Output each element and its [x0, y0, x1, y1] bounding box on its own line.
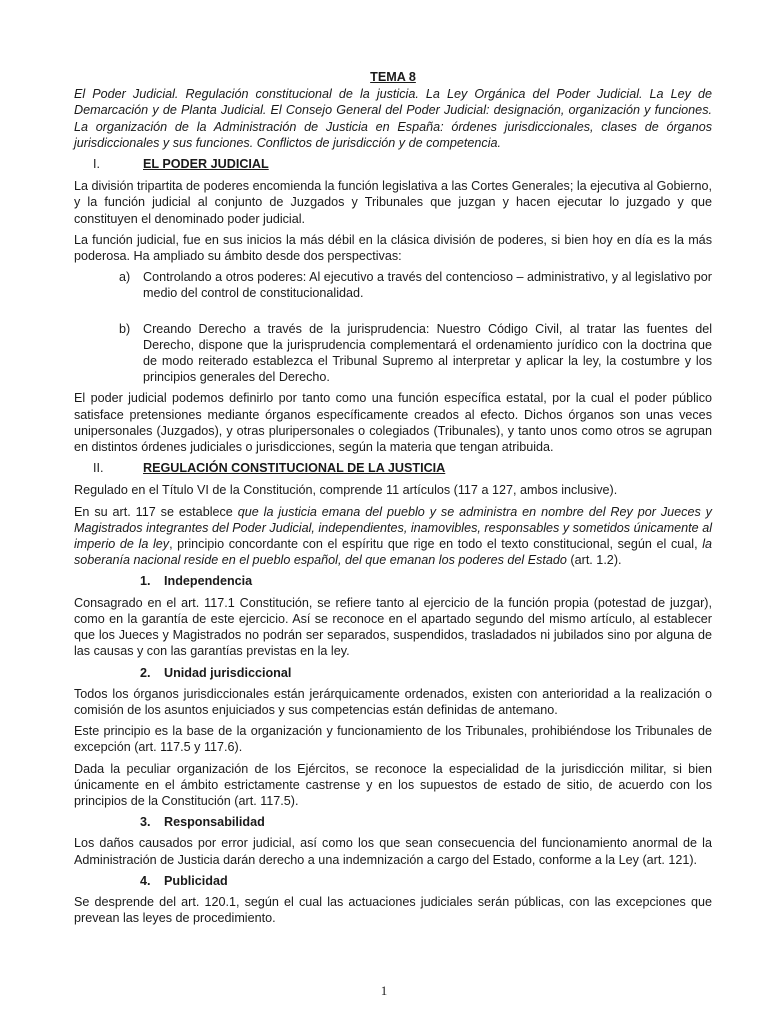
- paragraph: Consagrado en el art. 117.1 Constitución, se refiere tanto al ejercicio de la función propia (potestad de juzgar), como en la garantía de este ejercicio. Así se reconoce en el apartado segundo del mismo artículo, al establecer que los Jueces y Magistrados no podrán ser separados, suspendidos, trasladados ni jubilados sino por alguna de las causas y con las garantías previstas en la ley.: [74, 595, 712, 659]
- section-number: I.: [93, 157, 100, 172]
- text-run: (art. 1.2).: [566, 553, 622, 568]
- document-page: [74, 69, 712, 931]
- section-heading-2: [74, 460, 712, 476]
- subsection-title: Unidad jurisdiccional: [164, 665, 292, 680]
- paragraph: El poder judicial podemos definirlo por tanto como una función específica estatal, por la cual el poder público satisface pretensiones mediante órganos específicamente creados al efecto. Dichos órganos son unas veces unipersonales (Juzgados), y otras pluripersonales o colegiados (Tribunales), y tanto unos como otros se agrupan en distintos órdenes judiciales o jurisdicciones, según la materia que tengan atribuida.: [74, 391, 712, 455]
- paragraph: Este principio es la base de la organización y funcionamiento de los Tribunales, prohibiéndose los Tribunales de excepción (art. 117.5 y 117.6).: [74, 724, 712, 755]
- paragraph: Dada la peculiar organización de los Ejércitos, se reconoce la especialidad de la jurisdicción militar, si bien únicamente en el ámbito estrictamente castrense y en los supuestos de estado de sitio, de acuerdo con los principios de la Constitución (art. 117.5).: [74, 761, 712, 808]
- subsection-title: Publicidad: [164, 873, 228, 888]
- subsection-number: 3.: [140, 815, 151, 830]
- page-number: 1: [380, 983, 388, 998]
- list-item-text: Creando Derecho a través de la jurisprudencia: Nuestro Código Civil, al tratar las fuentes del Derecho, dispone que la jurisprudencia complementará el ordenamiento jurídico con la doctrina que de modo reiterado establezca el Tribunal Supremo al interpretar y aplicar la ley, la costumbre y los principios generales del Derecho.: [143, 321, 712, 385]
- list-item: [74, 321, 712, 386]
- subsection-number: 2.: [140, 665, 151, 680]
- paragraph: La función judicial, fue en sus inicios la más débil en la clásica división de poderes, si bien hoy en día es la más poderosa. Ha ampliado su ámbito desde dos perspectivas:: [74, 232, 712, 264]
- text-run: , principio concordante con el espíritu que rige en todo el texto constitucional, según el cual,: [169, 537, 703, 552]
- paragraph: Los daños causados por error judicial, así como los que sean consecuencia del funcionamiento anormal de la Administración de Justicia darán derecho a una indemnización a cargo del Estado, conforme a la Ley (art. 121).: [74, 836, 712, 867]
- subsection-number: 1.: [140, 574, 151, 589]
- list-item-text: Controlando a otros poderes: Al ejecutivo a través del contencioso – administrativo, y al legislativo por medio del control de constitucionalidad.: [143, 270, 712, 301]
- quote-italic: la soberanía nacional reside en el pueblo español, del que emanan los poderes del Estado: [74, 537, 713, 568]
- subsection-heading: [74, 814, 712, 830]
- section-heading-1: [74, 156, 712, 172]
- paragraph: Todos los órganos jurisdiccionales están jerárquicamente ordenados, existen con anterioridad a la realización o comisión de los asuntos enjuiciados y sus competencias están definidas de antemano.: [74, 686, 712, 717]
- page-title: TEMA 8: [370, 70, 416, 84]
- subsection-heading: [74, 665, 712, 681]
- paragraph: Regulado en el Título VI de la Constitución, comprende 11 artículos (117 a 127, ambos inclusive).: [74, 483, 618, 498]
- paragraph-art-117: [74, 504, 712, 569]
- section-title: EL PODER JUDICIAL: [143, 157, 269, 172]
- list-item-label: a): [119, 270, 131, 285]
- subsection-title: Independencia: [164, 574, 253, 589]
- section-title: REGULACIÓN CONSTITUCIONAL DE LA JUSTICIA: [143, 461, 446, 476]
- list-item-label: b): [119, 321, 131, 336]
- subsection-heading: [74, 873, 712, 889]
- text-run: En su art. 117 se establece: [74, 504, 238, 519]
- paragraph: Se desprende del art. 120.1, según el cual las actuaciones judiciales serán públicas, con las excepciones que prevean las leyes de procedimiento.: [74, 894, 712, 926]
- subsection-heading: [74, 573, 712, 589]
- section-number: II.: [93, 461, 104, 476]
- subsection-number: 4.: [140, 873, 151, 888]
- list-item: [74, 269, 712, 301]
- paragraph: La división tripartita de poderes encomienda la función legislativa a las Cortes Generales; la ejecutiva al Gobierno, y la función judicial al conjunto de Juzgados y Tribunales que juzgan y hacen ejecutar lo juzgado y que constituyen el denominado poder judicial.: [74, 179, 712, 226]
- topic-summary: El Poder Judicial. Regulación constitucional de la justicia. La Ley Orgánica del Poder Judicial. La Ley de Demarcación y de Planta Judicial. El Consejo General del Poder Judicial: designación, organización y funciones. La organización de la Administración de Justicia en España: órdenes jurisdiccionales, clases de órganos jurisdiccionales y sus funciones. Conflictos de jurisdicción y de competencia.: [74, 87, 712, 150]
- quote-italic: que la justicia emana del pueblo y se administra en nombre del Rey por Jueces y Magistrados integrantes del Poder Judicial, independientes, inamovibles, responsables y sometidos únicamente al imperio de la ley: [74, 504, 712, 552]
- subsection-title: Responsabilidad: [164, 815, 265, 830]
